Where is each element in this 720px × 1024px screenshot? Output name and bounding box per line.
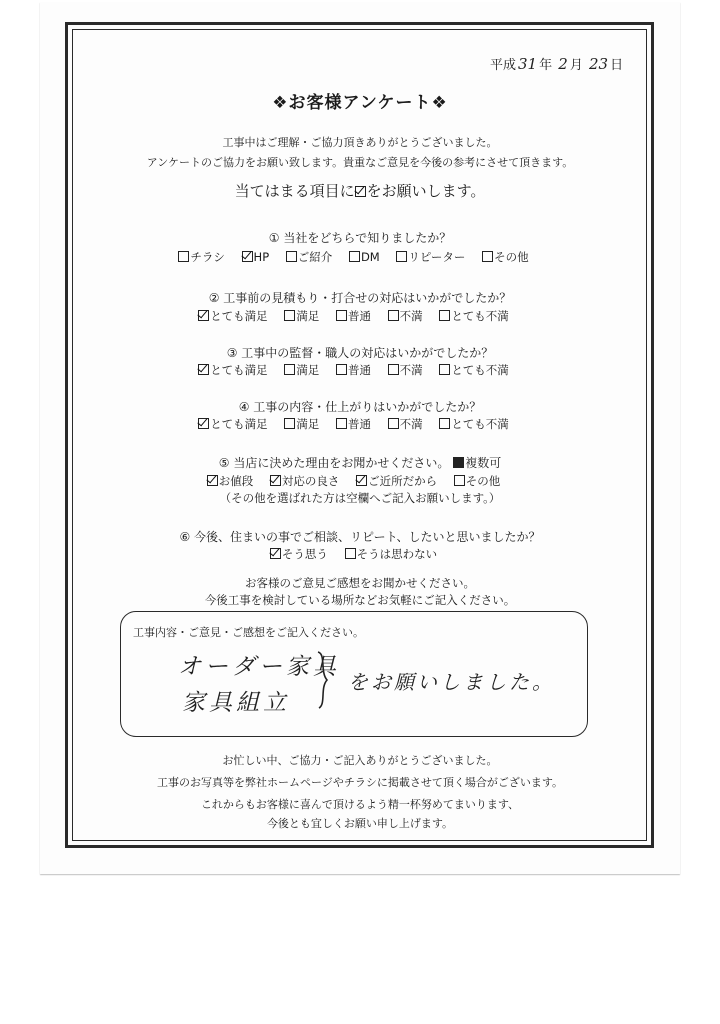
option-normal[interactable]: 普通 xyxy=(336,362,371,378)
checkbox[interactable] xyxy=(198,364,209,375)
option-very-satisfied[interactable]: とても満足 xyxy=(198,308,268,324)
handwritten-brace-icon xyxy=(316,650,330,710)
date-month: 2 xyxy=(558,55,568,73)
year-unit: 年 xyxy=(539,58,553,73)
checkbox[interactable] xyxy=(336,310,347,321)
handwritten-line-3: をお願いしました。 xyxy=(348,670,555,694)
option-very-satisfied[interactable]: とても満足 xyxy=(198,362,268,378)
option-satisfied[interactable]: 満足 xyxy=(284,362,319,378)
intro-line-2: アンケートのご協力をお願い致します。貴重なご意見を今後の参考にさせて頂きます。 xyxy=(146,156,574,169)
checkbox[interactable] xyxy=(388,310,399,321)
checkbox[interactable] xyxy=(345,548,356,559)
checkbox[interactable] xyxy=(207,475,218,486)
date-field xyxy=(490,54,623,73)
checkbox[interactable] xyxy=(270,548,281,559)
checkbox[interactable] xyxy=(356,475,367,486)
closing-line-1: お忙しい中、ご協力・ご記入ありがとうございました。 xyxy=(222,754,498,767)
closing-line-2: 工事のお写真等を弊社ホームページやチラシに掲載させて頂く場合がございます。 xyxy=(157,776,563,789)
option-nearby[interactable]: ご近所だから xyxy=(356,473,437,489)
handwritten-line-2: 家具組立 xyxy=(182,690,290,716)
checkbox[interactable] xyxy=(198,310,209,321)
day-unit: 日 xyxy=(610,58,624,73)
question-1-options xyxy=(0,249,720,265)
checkbox[interactable] xyxy=(242,251,253,262)
option-very-dissatisfied[interactable]: とても不満 xyxy=(439,308,509,324)
question-5-text: ⑤ 当店に決めた理由をお聞かせください。 xyxy=(218,456,450,470)
date-day: 23 xyxy=(588,55,609,73)
checkbox[interactable] xyxy=(482,251,493,262)
checkbox[interactable] xyxy=(178,251,189,262)
question-4-options xyxy=(0,416,720,432)
option-satisfied[interactable]: 満足 xyxy=(284,416,319,432)
checkbox[interactable] xyxy=(388,364,399,375)
intro-line-3-before: 当てはまる項目に xyxy=(234,182,355,200)
option-satisfied[interactable]: 満足 xyxy=(284,308,319,324)
question-6-options xyxy=(0,546,720,562)
option-normal[interactable]: 普通 xyxy=(336,416,371,432)
question-5-options xyxy=(0,473,720,489)
checkbox[interactable] xyxy=(336,418,347,429)
option-dissatisfied[interactable]: 不満 xyxy=(388,308,423,324)
checkbox[interactable] xyxy=(349,251,360,262)
intro-line-3-after: をお願いします。 xyxy=(366,182,486,200)
closing-line-4: 今後とも宜しくお願い申し上げます。 xyxy=(266,817,454,830)
intro-line-3 xyxy=(0,180,720,201)
checkbox[interactable] xyxy=(396,251,407,262)
checkbox[interactable] xyxy=(270,475,281,486)
era-label: 平成 xyxy=(490,58,517,73)
question-3: ③ 工事中の監督・職人の対応はいかがでしたか？ xyxy=(226,346,494,360)
option-price[interactable]: お値段 xyxy=(207,473,254,489)
question-2: ② 工事前の見積もり・打合せの対応はいかがでしたか？ xyxy=(208,291,512,305)
question-2-options xyxy=(0,308,720,324)
checkbox[interactable] xyxy=(284,418,295,429)
option-very-satisfied[interactable]: とても満足 xyxy=(198,416,268,432)
checkbox[interactable] xyxy=(454,475,465,486)
option-normal[interactable]: 普通 xyxy=(336,308,371,324)
option-referral[interactable]: ご紹介 xyxy=(286,249,333,265)
checkbox[interactable] xyxy=(286,251,297,262)
multi-select-icon xyxy=(453,457,464,468)
option-other[interactable]: その他 xyxy=(454,473,501,489)
question-5-note: （その他を選ばれた方は空欄へご記入お願いします。） xyxy=(219,491,501,505)
question-4: ④ 工事の内容・仕上がりはいかがでしたか？ xyxy=(238,400,482,414)
intro-line-1: 工事中はご理解・ご協力頂きありがとうございました。 xyxy=(222,136,498,149)
question-1: ① 当社をどちらで知りましたか？ xyxy=(268,231,452,245)
option-good-service[interactable]: 対応の良さ xyxy=(270,473,340,489)
comments-prompt-2: 今後工事を検討している場所などお気軽にご記入ください。 xyxy=(204,593,516,607)
date-year: 31 xyxy=(518,55,538,73)
month-unit: 月 xyxy=(569,58,583,73)
option-dissatisfied[interactable]: 不満 xyxy=(388,362,423,378)
checkbox[interactable] xyxy=(439,364,450,375)
checkbox[interactable] xyxy=(284,364,295,375)
checkbox[interactable] xyxy=(388,418,399,429)
multi-select-label: 複数可 xyxy=(465,456,502,470)
closing-line-3: これからもお客様に喜んで頂けるよう精一杯努めてまいります、 xyxy=(200,798,520,811)
checkbox[interactable] xyxy=(439,418,450,429)
comments-prompt-1: お客様のご意見ご感想をお聞かせください。 xyxy=(245,576,475,590)
option-repeater[interactable]: リピーター xyxy=(396,249,465,265)
option-no[interactable]: そうは思わない xyxy=(345,546,438,562)
checkbox[interactable] xyxy=(198,418,209,429)
option-yes[interactable]: そう思う xyxy=(270,546,328,562)
question-5 xyxy=(0,454,720,471)
question-6: ⑥ 今後、住まいの事でご相談、リピート、したいと思いましたか？ xyxy=(179,530,541,544)
checkbox[interactable] xyxy=(336,364,347,375)
check-icon xyxy=(355,186,366,197)
option-dissatisfied[interactable]: 不満 xyxy=(388,416,423,432)
handwritten-line-1: オーダー家具 xyxy=(178,654,340,680)
option-chirashi[interactable]: チラシ xyxy=(178,249,225,265)
question-3-options xyxy=(0,362,720,378)
option-very-dissatisfied[interactable]: とても不満 xyxy=(439,416,509,432)
option-dm[interactable]: DM xyxy=(349,250,380,264)
option-other[interactable]: その他 xyxy=(482,249,529,265)
option-hp[interactable]: HP xyxy=(242,250,270,264)
checkbox[interactable] xyxy=(284,310,295,321)
comments-box-label: 工事内容・ご意見・ご感想をご記入ください。 xyxy=(133,626,364,639)
checkbox[interactable] xyxy=(439,310,450,321)
page-title: ❖お客様アンケート❖ xyxy=(272,93,448,113)
option-very-dissatisfied[interactable]: とても不満 xyxy=(439,362,509,378)
